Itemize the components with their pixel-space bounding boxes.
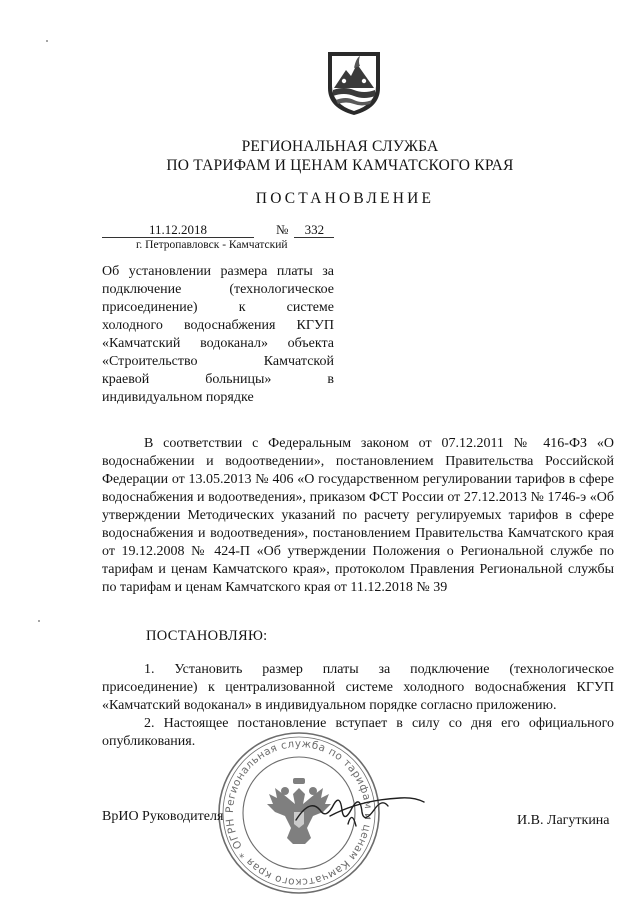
subject-line: подключение (технологическое — [102, 282, 334, 297]
scan-speck — [46, 40, 48, 42]
subject-line: Об установлении размера платы за — [102, 264, 334, 279]
handwritten-signature — [290, 780, 430, 840]
subject-line: «Камчатский водоканал» объекта — [102, 336, 334, 351]
subject-line: холодного водоснабжения КГУП — [102, 318, 334, 333]
subject-line: присоединение) к системе — [102, 300, 334, 315]
resolution-item-2: 2. Настоящее постановление вступает в силу со дня его официального опубликования. — [102, 716, 614, 749]
number-label: № — [276, 222, 289, 237]
org-name-line2: ПО ТАРИФАМ И ЦЕНАМ КАМЧАТСКОГО КРАЯ — [166, 157, 514, 174]
kamchatka-emblem-icon — [324, 48, 384, 118]
document-date: 11.12.2018 — [102, 222, 254, 238]
subject-line: краевой больницы» в — [102, 372, 334, 387]
document-type-title: ПОСТАНОВЛЕНИЕ — [255, 190, 435, 207]
resolution-item-1: 1. Установить размер платы за подключение (технологическое присоединение) к централизованной системе холодного водоснабжения КГУП «Камчатский водоканал» в индивидуальном порядке согласно приложению. — [102, 662, 614, 713]
subject-line: «Строительство Камчатской — [102, 354, 334, 369]
org-name-line1: РЕГИОНАЛЬНАЯ СЛУЖБА — [241, 138, 439, 155]
resolve-heading: ПОСТАНОВЛЯЮ: — [146, 628, 268, 644]
city-line: г. Петропавловск - Камчатский — [136, 239, 288, 251]
seal-ring-text: Региональная служба по тарифам и ценам Камчатского края * ОГРН — [223, 737, 375, 889]
preamble-paragraph: В соответствии с Федеральным законом от 07.12.2011 № 416-ФЗ «О водоснабжении и водоотведении», постановлением Правительства Российской Федерации от 13.05.2013 № 406 «О государственном регулировании тарифов в сфере водоснабжения и водоотведения», приказом ФСТ России от 27.12.2013 № 1746-э «Об утверждении Методических указаний по расчету регулируемых тарифов в сфере водоснабжения и водоотведения», постановлением Правительства Камчатского края от 19.12.2008 № 424-П «Об утверждении Положения о Региональной службе по тарифам и ценам Камчатского края», протоколом Правления Региональной службы по тарифам и ценам Камчатского края от 11.12.2018 № 39 — [102, 436, 614, 595]
document-number: 332 — [294, 222, 334, 238]
signatory-position: ВрИО Руководителя — [102, 809, 224, 824]
subject-line: индивидуальном порядке — [102, 390, 254, 405]
date-number-row — [102, 222, 334, 238]
scan-speck — [38, 620, 40, 622]
signatory-name: И.В. Лагуткина — [517, 813, 610, 828]
document-subject — [102, 263, 334, 407]
